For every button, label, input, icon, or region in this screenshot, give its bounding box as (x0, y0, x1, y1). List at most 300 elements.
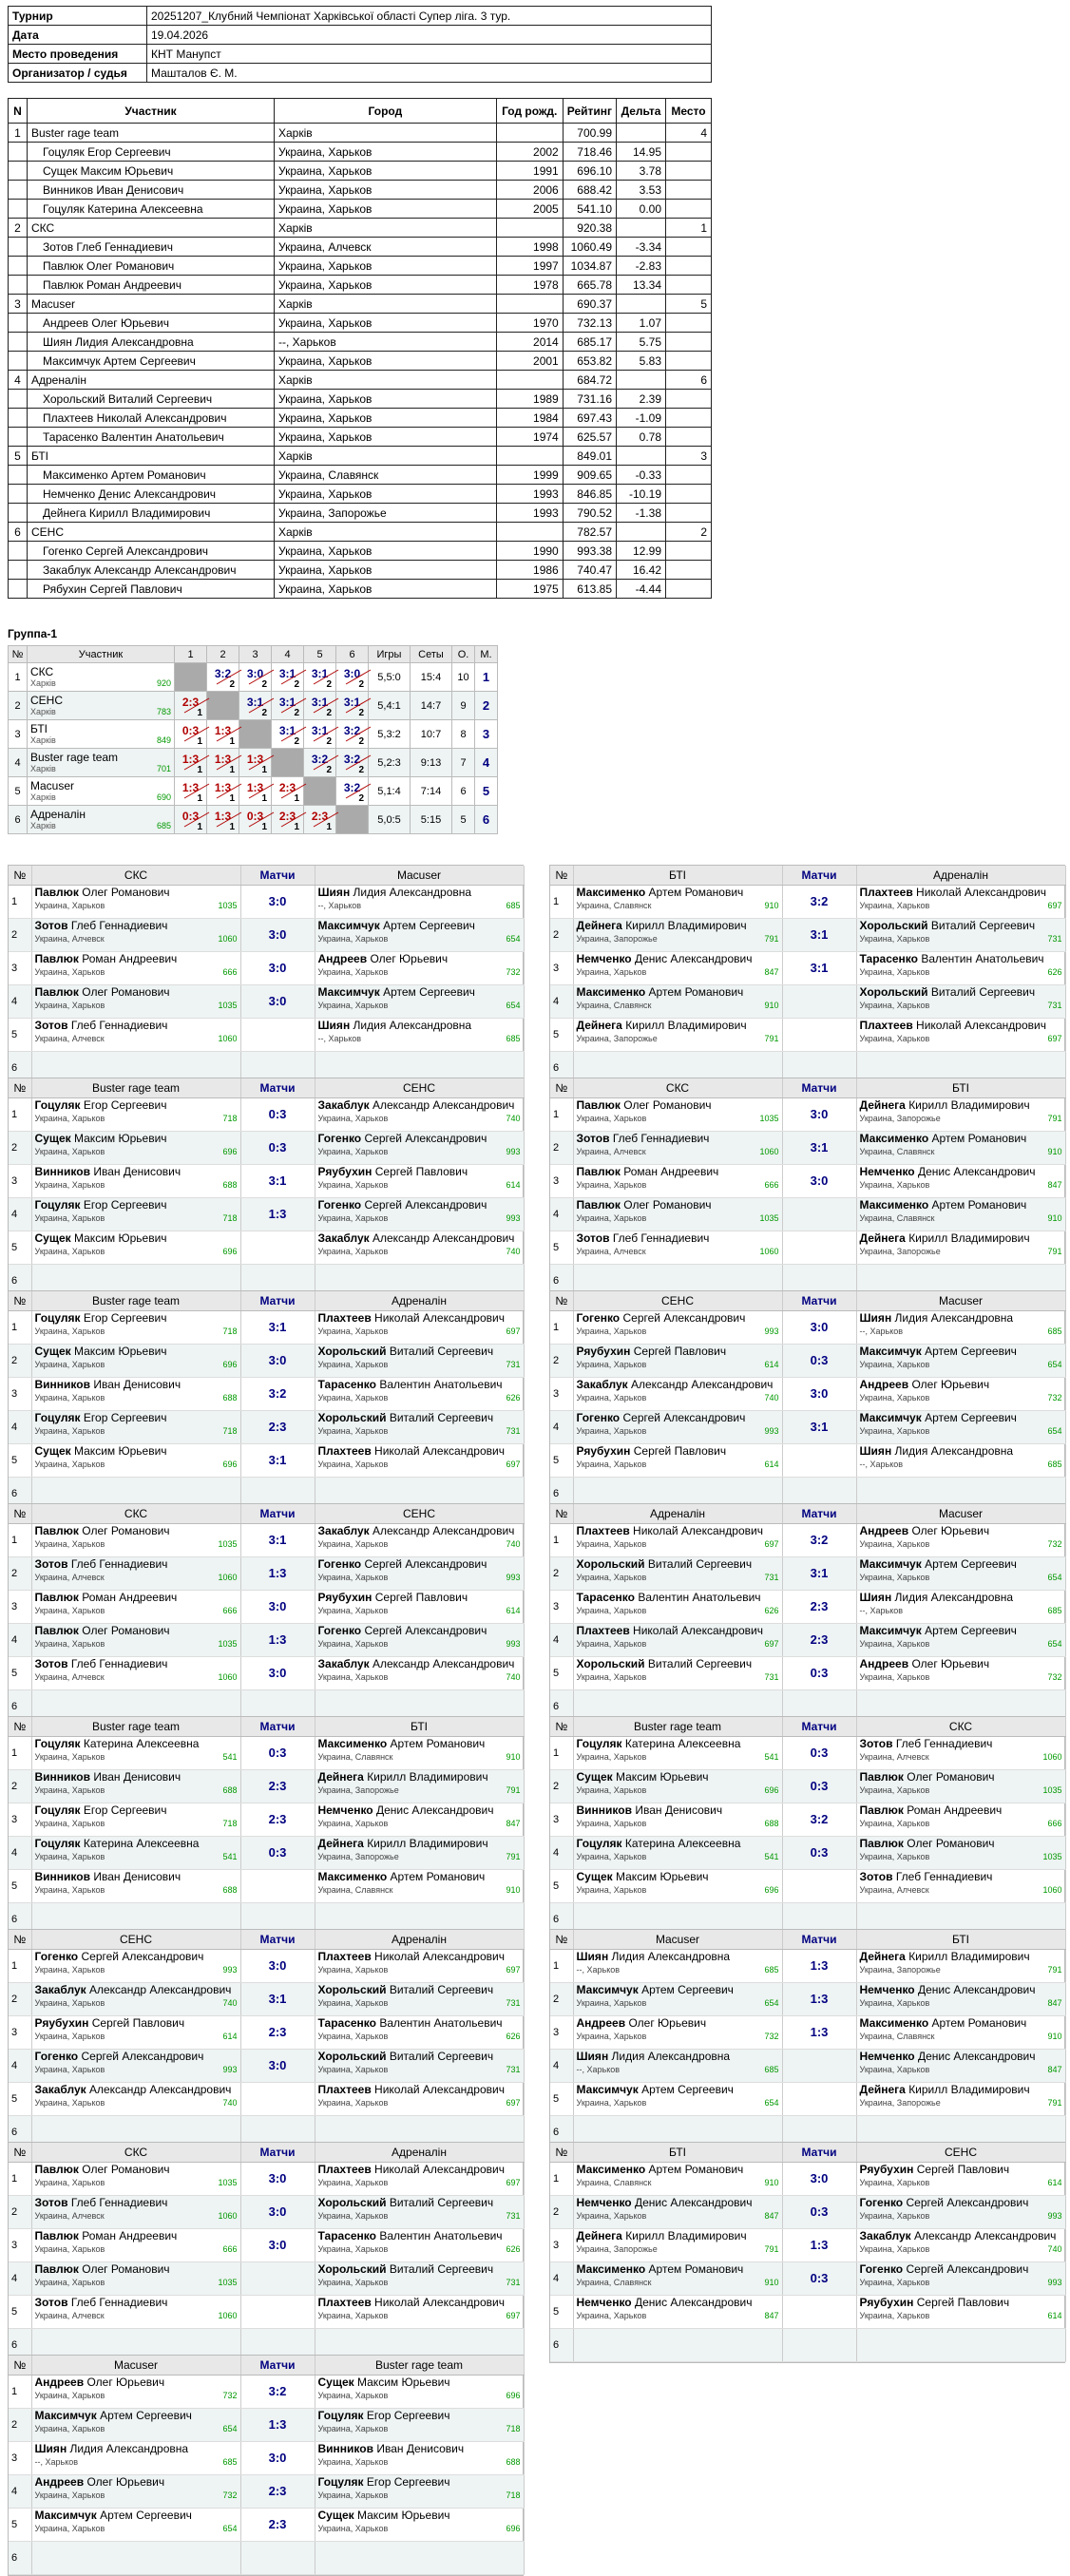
match-row (550, 2162, 1065, 2195)
player-surname: Андреев (34, 2375, 85, 2389)
player-surname: Ряубухин (859, 2295, 914, 2309)
player-location: Украина, Славянск (859, 1146, 935, 1156)
player-number (9, 409, 28, 428)
grid-result-score: 3:2 (311, 752, 329, 766)
match-score[interactable]: 1:3 (240, 1623, 315, 1656)
match-score[interactable] (240, 1869, 315, 1902)
match-score[interactable]: 3:0 (240, 2195, 315, 2228)
match-score[interactable]: 3:1 (782, 1410, 856, 1443)
match-score[interactable]: 3:1 (240, 1982, 315, 2015)
player-surname: Гогенко (859, 2195, 904, 2209)
player-given-name: Катерина Алексеевна (624, 1736, 741, 1750)
match-score[interactable] (782, 2295, 856, 2328)
match-row-number: 5 (9, 1018, 31, 1051)
match-player-left (573, 1869, 782, 1902)
match-player-right (315, 885, 524, 918)
grid-result-cell[interactable] (272, 806, 304, 834)
match-score[interactable]: 0:3 (782, 1769, 856, 1803)
player-fullname (860, 952, 1062, 966)
player-given-name: Олег Романович (82, 885, 170, 899)
player-meta (577, 2177, 779, 2188)
player-city: Украина, Харьков (275, 276, 497, 295)
player-fullname (860, 2229, 1062, 2243)
grid-result-cell[interactable] (336, 692, 369, 720)
player-fullname (318, 2163, 521, 2177)
match-score[interactable]: 3:0 (240, 1344, 315, 1377)
match-score[interactable]: 3:1 (782, 1556, 856, 1590)
match-score[interactable]: 0:3 (240, 1836, 315, 1869)
grid-team (28, 692, 175, 720)
player-meta (577, 2210, 779, 2222)
player-name: Зотов Глеб Геннадиевич (28, 238, 275, 257)
player-given-name: Лидия Александровна (894, 1590, 1014, 1604)
player-rating: 993 (506, 1212, 521, 1223)
player-location: --, Харьков (859, 1605, 904, 1615)
grid-result-cell[interactable] (272, 777, 304, 806)
player-given-name: Максим Юрьевич (74, 1443, 167, 1458)
player-rating: 688 (222, 1784, 238, 1795)
player-surname: Хорольский (317, 1982, 387, 1996)
player-given-name: Денис Александрович (917, 1164, 1036, 1178)
match-score[interactable]: 0:3 (782, 1836, 856, 1869)
grid-result-cell[interactable] (239, 806, 272, 834)
grid-result-cell[interactable] (207, 806, 239, 834)
match-grid (9, 1717, 525, 1937)
player-location: Украина, Харьков (317, 1997, 389, 2008)
match-score[interactable]: 0:3 (782, 1736, 856, 1769)
match-score[interactable]: 3:1 (782, 951, 856, 984)
grid-result-cell[interactable] (272, 663, 304, 692)
match-score[interactable]: 0:3 (782, 2195, 856, 2228)
match-player-left (31, 1556, 240, 1590)
info-label: Организатор / судья (9, 64, 147, 83)
grid-result-cell[interactable] (239, 692, 272, 720)
player-meta (577, 1538, 779, 1550)
match-row (550, 885, 1065, 918)
match-score[interactable] (240, 2261, 315, 2295)
player-rating: 847 (764, 2310, 779, 2320)
player-meta (860, 1605, 1062, 1616)
player-location: Украина, Харьков (576, 1392, 647, 1402)
player-rating: 740 (506, 1246, 521, 1256)
match-score[interactable]: 3:0 (240, 1949, 315, 1982)
match-score[interactable]: 1:3 (240, 1197, 315, 1231)
player-year: 2005 (496, 200, 563, 219)
player-rating: 993 (506, 1146, 521, 1156)
player-given-name: Денис Александрович (917, 2049, 1036, 2063)
match-grid (9, 1078, 525, 1298)
match-score[interactable]: 0:3 (240, 1097, 315, 1131)
match-score[interactable]: 1:3 (782, 1949, 856, 1982)
match-score[interactable] (782, 1197, 856, 1231)
grid-result-cell[interactable] (304, 663, 336, 692)
match-score[interactable]: 2:3 (240, 1410, 315, 1443)
player-delta: 2.39 (617, 390, 666, 409)
player-location: Украина, Харьков (34, 1113, 105, 1123)
grid-team-name: СЕНС (30, 693, 64, 707)
match-player-right (315, 2474, 524, 2508)
grid-result-cell[interactable] (175, 692, 207, 720)
match-score[interactable]: 3:0 (782, 1310, 856, 1344)
player-rating: 541 (222, 1851, 238, 1861)
match-score[interactable]: 3:0 (240, 885, 315, 918)
match-score[interactable]: 3:2 (782, 1803, 856, 1836)
player-fullname (577, 2083, 779, 2097)
grid-result-cell[interactable] (175, 749, 207, 777)
player-year: 1974 (496, 428, 563, 447)
grid-team-city: Харків (30, 792, 56, 802)
match-score[interactable]: 3:0 (240, 1656, 315, 1689)
match-row-number: 2 (9, 1769, 31, 1803)
player-location: Украина, Харьков (317, 1359, 389, 1369)
player-city: Украина, Харьков (275, 428, 497, 447)
player-city: Украина, Славянск (275, 466, 497, 485)
match-player-right (315, 1736, 524, 1769)
player-fullname (35, 1378, 238, 1392)
match-score[interactable]: 1:3 (240, 1556, 315, 1590)
match-row (9, 951, 524, 984)
grid-result-score: 1:3 (214, 780, 232, 794)
match-score[interactable] (782, 1231, 856, 1264)
match-score[interactable]: 3:1 (240, 1443, 315, 1477)
player-row (9, 257, 712, 276)
player-rating: 731 (1047, 933, 1062, 944)
player-surname: Хорольский (576, 1656, 645, 1670)
match-col-num: № (9, 1078, 31, 1097)
player-surname: Максименко (317, 1869, 388, 1883)
team-row (9, 371, 712, 390)
match-score[interactable]: 3:0 (240, 2049, 315, 2082)
player-surname: Тарасенко (317, 1377, 376, 1391)
match-score[interactable] (782, 1443, 856, 1477)
player-fullname (860, 1198, 1062, 1212)
team-rating: 690.37 (563, 295, 616, 314)
team-name: Macuser (28, 295, 275, 314)
player-city: Украина, Харьков (275, 314, 497, 333)
grid-result-cell[interactable] (207, 663, 239, 692)
player-fullname (860, 1345, 1062, 1359)
match-score[interactable]: 1:3 (782, 2015, 856, 2049)
match-score[interactable]: 3:0 (782, 1377, 856, 1410)
player-location: Украина, Харьков (576, 1671, 647, 1682)
match-score[interactable]: 3:0 (240, 2228, 315, 2261)
grid-row (9, 692, 498, 720)
player-given-name: Егор Сергеевич (366, 2408, 450, 2422)
match-score[interactable]: 3:2 (782, 1523, 856, 1556)
grid-result-cell[interactable] (239, 663, 272, 692)
player-meta (860, 1246, 1062, 1257)
player-rating: 718 (222, 1212, 238, 1223)
player-rating: 1035 (1042, 1784, 1062, 1795)
player-location: Украина, Харьков (34, 2423, 105, 2433)
player-surname: Гоцуляк (34, 1097, 81, 1112)
player-fullname (35, 2016, 238, 2031)
grid-result-cell[interactable] (175, 806, 207, 834)
player-rating: 1035 (1042, 1851, 1062, 1861)
player-city: Украина, Алчевск (275, 238, 497, 257)
player-rating: 740 (222, 2097, 238, 2108)
player-meta (860, 2210, 1062, 2222)
match-score[interactable] (240, 2295, 315, 2328)
grid-result-cell[interactable] (336, 663, 369, 692)
match-table (549, 1290, 1065, 1512)
match-score[interactable]: 3:0 (240, 2441, 315, 2474)
grid-result-cell[interactable] (207, 777, 239, 806)
player-location: Украина, Славянск (576, 1000, 652, 1010)
match-score[interactable]: 1:3 (240, 2408, 315, 2441)
match-score[interactable]: 0:3 (240, 1131, 315, 1164)
grid-result-cell[interactable] (304, 720, 336, 749)
grid-result-cell[interactable] (272, 720, 304, 749)
match-score[interactable] (240, 2541, 315, 2574)
player-meta (577, 2097, 779, 2109)
player-meta (577, 1572, 779, 1583)
match-score[interactable]: 1:3 (782, 1982, 856, 2015)
match-score[interactable] (782, 2049, 856, 2082)
grid-result-cell[interactable] (304, 806, 336, 834)
grid-result-cell[interactable] (336, 720, 369, 749)
info-row (9, 64, 712, 83)
player-fullname (318, 2083, 521, 2097)
grid-result-cell[interactable] (304, 692, 336, 720)
player-meta (318, 1459, 521, 1470)
match-score[interactable] (782, 2082, 856, 2115)
player-surname: Павлюк (34, 1523, 79, 1537)
player-given-name: Артем Сергеевич (641, 1982, 734, 1996)
player-fullname (860, 919, 1062, 933)
player-meta (577, 1818, 779, 1829)
match-score[interactable]: 2:3 (240, 2474, 315, 2508)
player-meta (860, 1884, 1062, 1896)
player-meta (35, 1326, 238, 1337)
grid-team-city: Харків (30, 677, 56, 688)
player-city: Украина, Харьков (275, 390, 497, 409)
match-player-left (31, 2195, 240, 2228)
player-location: Украина, Харьков (317, 1605, 389, 1615)
player-rating: 696 (222, 1246, 238, 1256)
player-fullname (318, 2050, 521, 2064)
player-fullname (318, 1950, 521, 1964)
player-surname: Максимчук (317, 984, 380, 999)
player-location: Украина, Харьков (34, 1605, 105, 1615)
match-row (9, 984, 524, 1018)
player-location: Украина, Харьков (34, 1538, 105, 1549)
match-score[interactable]: 3:1 (782, 918, 856, 951)
player-rating: 1035 (218, 2277, 238, 2287)
player-fullname (318, 1019, 521, 1033)
player-given-name: Катерина Алексеевна (624, 1836, 741, 1850)
player-year: 1991 (496, 162, 563, 181)
match-score[interactable]: 3:2 (240, 1377, 315, 1410)
player-meta (860, 1359, 1062, 1370)
grid-result (207, 778, 239, 805)
match-score[interactable] (240, 2082, 315, 2115)
player-given-name: Лидия Александровна (611, 1949, 731, 1963)
match-score[interactable] (782, 1869, 856, 1902)
grid-result-cell[interactable] (239, 777, 272, 806)
match-score[interactable]: 3:1 (240, 1164, 315, 1197)
tournament-info-table (8, 6, 712, 83)
match-score[interactable]: 3:0 (240, 2162, 315, 2195)
match-row-number: 6 (9, 2328, 31, 2361)
match-row (9, 1623, 524, 1656)
grid-team-name: Адреналін (30, 807, 86, 821)
teams-header-cell: Город (275, 99, 497, 124)
player-location: Украина, Харьков (34, 900, 105, 910)
match-score[interactable]: 3:0 (782, 2162, 856, 2195)
match-score[interactable]: 1:3 (782, 2228, 856, 2261)
match-score[interactable]: 0:3 (782, 2261, 856, 2295)
match-row (550, 1523, 1065, 1556)
match-score[interactable]: 3:2 (240, 2375, 315, 2408)
match-score[interactable]: 0:3 (240, 1736, 315, 1769)
player-rating: 685.17 (563, 333, 616, 352)
match-score[interactable]: 2:3 (240, 1769, 315, 1803)
player-given-name: Виталий Сергеевич (389, 1982, 494, 1996)
grid-result-points: 1 (197, 821, 202, 832)
player-surname: Тарасенко (576, 1590, 635, 1604)
player-location: Украина, Харьков (34, 1784, 105, 1795)
player-surname: Плахтеев (576, 1623, 630, 1637)
match-grid (550, 866, 1066, 1085)
player-surname: Андреев (859, 1656, 909, 1670)
grid-games: 5,3:2 (369, 720, 411, 749)
player-surname: Максименко (859, 2015, 929, 2030)
player-fullname (35, 1837, 238, 1851)
player-rating: 626 (1047, 966, 1062, 977)
player-meta (318, 2031, 521, 2042)
match-score[interactable]: 0:3 (782, 1344, 856, 1377)
match-score[interactable]: 3:0 (782, 1164, 856, 1197)
grid-result (336, 750, 368, 776)
player-meta (318, 2423, 521, 2434)
match-score[interactable]: 3:1 (240, 1523, 315, 1556)
player-row (9, 333, 712, 352)
grid-result-cell[interactable] (304, 749, 336, 777)
player-fullname (35, 886, 238, 900)
match-score[interactable]: 2:3 (240, 2508, 315, 2541)
team-row (9, 124, 712, 143)
player-given-name: Катерина Алексеевна (83, 1836, 200, 1850)
match-row-number: 6 (9, 2115, 31, 2148)
player-given-name: Виталий Сергеевич (930, 918, 1036, 932)
player-location: Украина, Харьков (576, 2310, 647, 2320)
player-location: Украина, Харьков (317, 2064, 389, 2074)
player-surname: Хорольский (317, 1344, 387, 1358)
player-fullname (860, 1378, 1062, 1392)
match-score[interactable]: 0:3 (782, 1656, 856, 1689)
match-score[interactable] (240, 1231, 315, 1264)
player-fullname (318, 2262, 521, 2277)
match-score[interactable]: 2:3 (240, 1803, 315, 1836)
grid-result-cell[interactable] (239, 749, 272, 777)
player-surname: Закаблук (317, 1523, 370, 1537)
grid-result-cell[interactable] (336, 749, 369, 777)
player-given-name: Роман Андреевич (907, 1803, 1003, 1817)
grid-team-rating: 783 (156, 706, 171, 716)
player-meta (577, 1425, 779, 1437)
grid-team-meta (30, 792, 171, 803)
grid-result-cell[interactable] (175, 720, 207, 749)
match-score[interactable]: 3:0 (240, 951, 315, 984)
grid-result-cell[interactable] (272, 692, 304, 720)
match-row-number: 5 (550, 2295, 573, 2328)
grid-result-points: 2 (229, 678, 235, 690)
player-fullname (860, 2163, 1062, 2177)
player-surname: Хорольский (317, 1410, 387, 1424)
player-rating: 688 (506, 2456, 521, 2467)
match-col-score: Матчи (240, 1717, 315, 1736)
match-team-left: Macuser (573, 1930, 782, 1949)
player-meta (318, 1113, 521, 1124)
player-location: Украина, Харьков (576, 966, 647, 977)
match-score[interactable]: 2:3 (782, 1623, 856, 1656)
match-score[interactable]: 2:3 (240, 2015, 315, 2049)
match-player-right (315, 2541, 524, 2574)
player-name: Павлюк Роман Андреевич (28, 276, 275, 295)
grid-result-score: 0:3 (246, 809, 264, 823)
player-rating: 1035 (218, 1638, 238, 1649)
player-surname: Винников (34, 1869, 90, 1883)
grid-result-cell[interactable] (207, 749, 239, 777)
match-row-number: 3 (9, 2441, 31, 2474)
player-given-name: Иван Денисович (93, 1164, 182, 1178)
match-score[interactable]: 3:0 (240, 984, 315, 1018)
player-surname: Павлюк (34, 1623, 79, 1637)
match-score[interactable]: 3:2 (782, 885, 856, 918)
player-surname: Максимчук (859, 1623, 922, 1637)
player-fullname (577, 1165, 779, 1179)
match-score[interactable]: 2:3 (782, 1590, 856, 1623)
match-score[interactable]: 3:0 (240, 918, 315, 951)
match-row (9, 2082, 524, 2115)
player-city: Украина, Харьков (275, 485, 497, 504)
match-row (9, 1377, 524, 1410)
player-surname: Зотов (34, 1556, 68, 1571)
match-team-left: СКС (31, 1504, 240, 1523)
player-surname: Гогенко (576, 1410, 621, 1424)
match-player-left (31, 2295, 240, 2328)
grid-result-cell[interactable] (336, 777, 369, 806)
match-team-right: Адреналін (315, 1930, 524, 1949)
grid-result-cell[interactable] (207, 720, 239, 749)
grid-result-points: 2 (358, 678, 364, 690)
match-score[interactable]: 3:0 (782, 1097, 856, 1131)
player-rating: 666 (222, 1605, 238, 1615)
player-meta (577, 1997, 779, 2009)
grid-result-points: 1 (197, 764, 202, 775)
match-score[interactable] (782, 1018, 856, 1051)
player-location: Украина, Харьков (859, 900, 930, 910)
match-score[interactable]: 3:0 (240, 1590, 315, 1623)
grid-result-points: 1 (229, 735, 235, 747)
match-row-number: 1 (550, 1736, 573, 1769)
player-rating: 718 (222, 1818, 238, 1828)
grid-result-cell[interactable] (175, 777, 207, 806)
match-score[interactable]: 3:1 (240, 1310, 315, 1344)
match-score[interactable] (240, 1018, 315, 1051)
player-fullname (318, 1524, 521, 1538)
match-score[interactable]: 3:1 (782, 1131, 856, 1164)
match-score[interactable] (782, 2328, 856, 2361)
player-fullname (860, 886, 1062, 900)
match-score[interactable] (782, 984, 856, 1018)
match-row (550, 1623, 1065, 1656)
player-rating: 740 (764, 1392, 779, 1402)
match-row (550, 918, 1065, 951)
match-row-number: 2 (550, 1344, 573, 1377)
player-meta (860, 2097, 1062, 2109)
